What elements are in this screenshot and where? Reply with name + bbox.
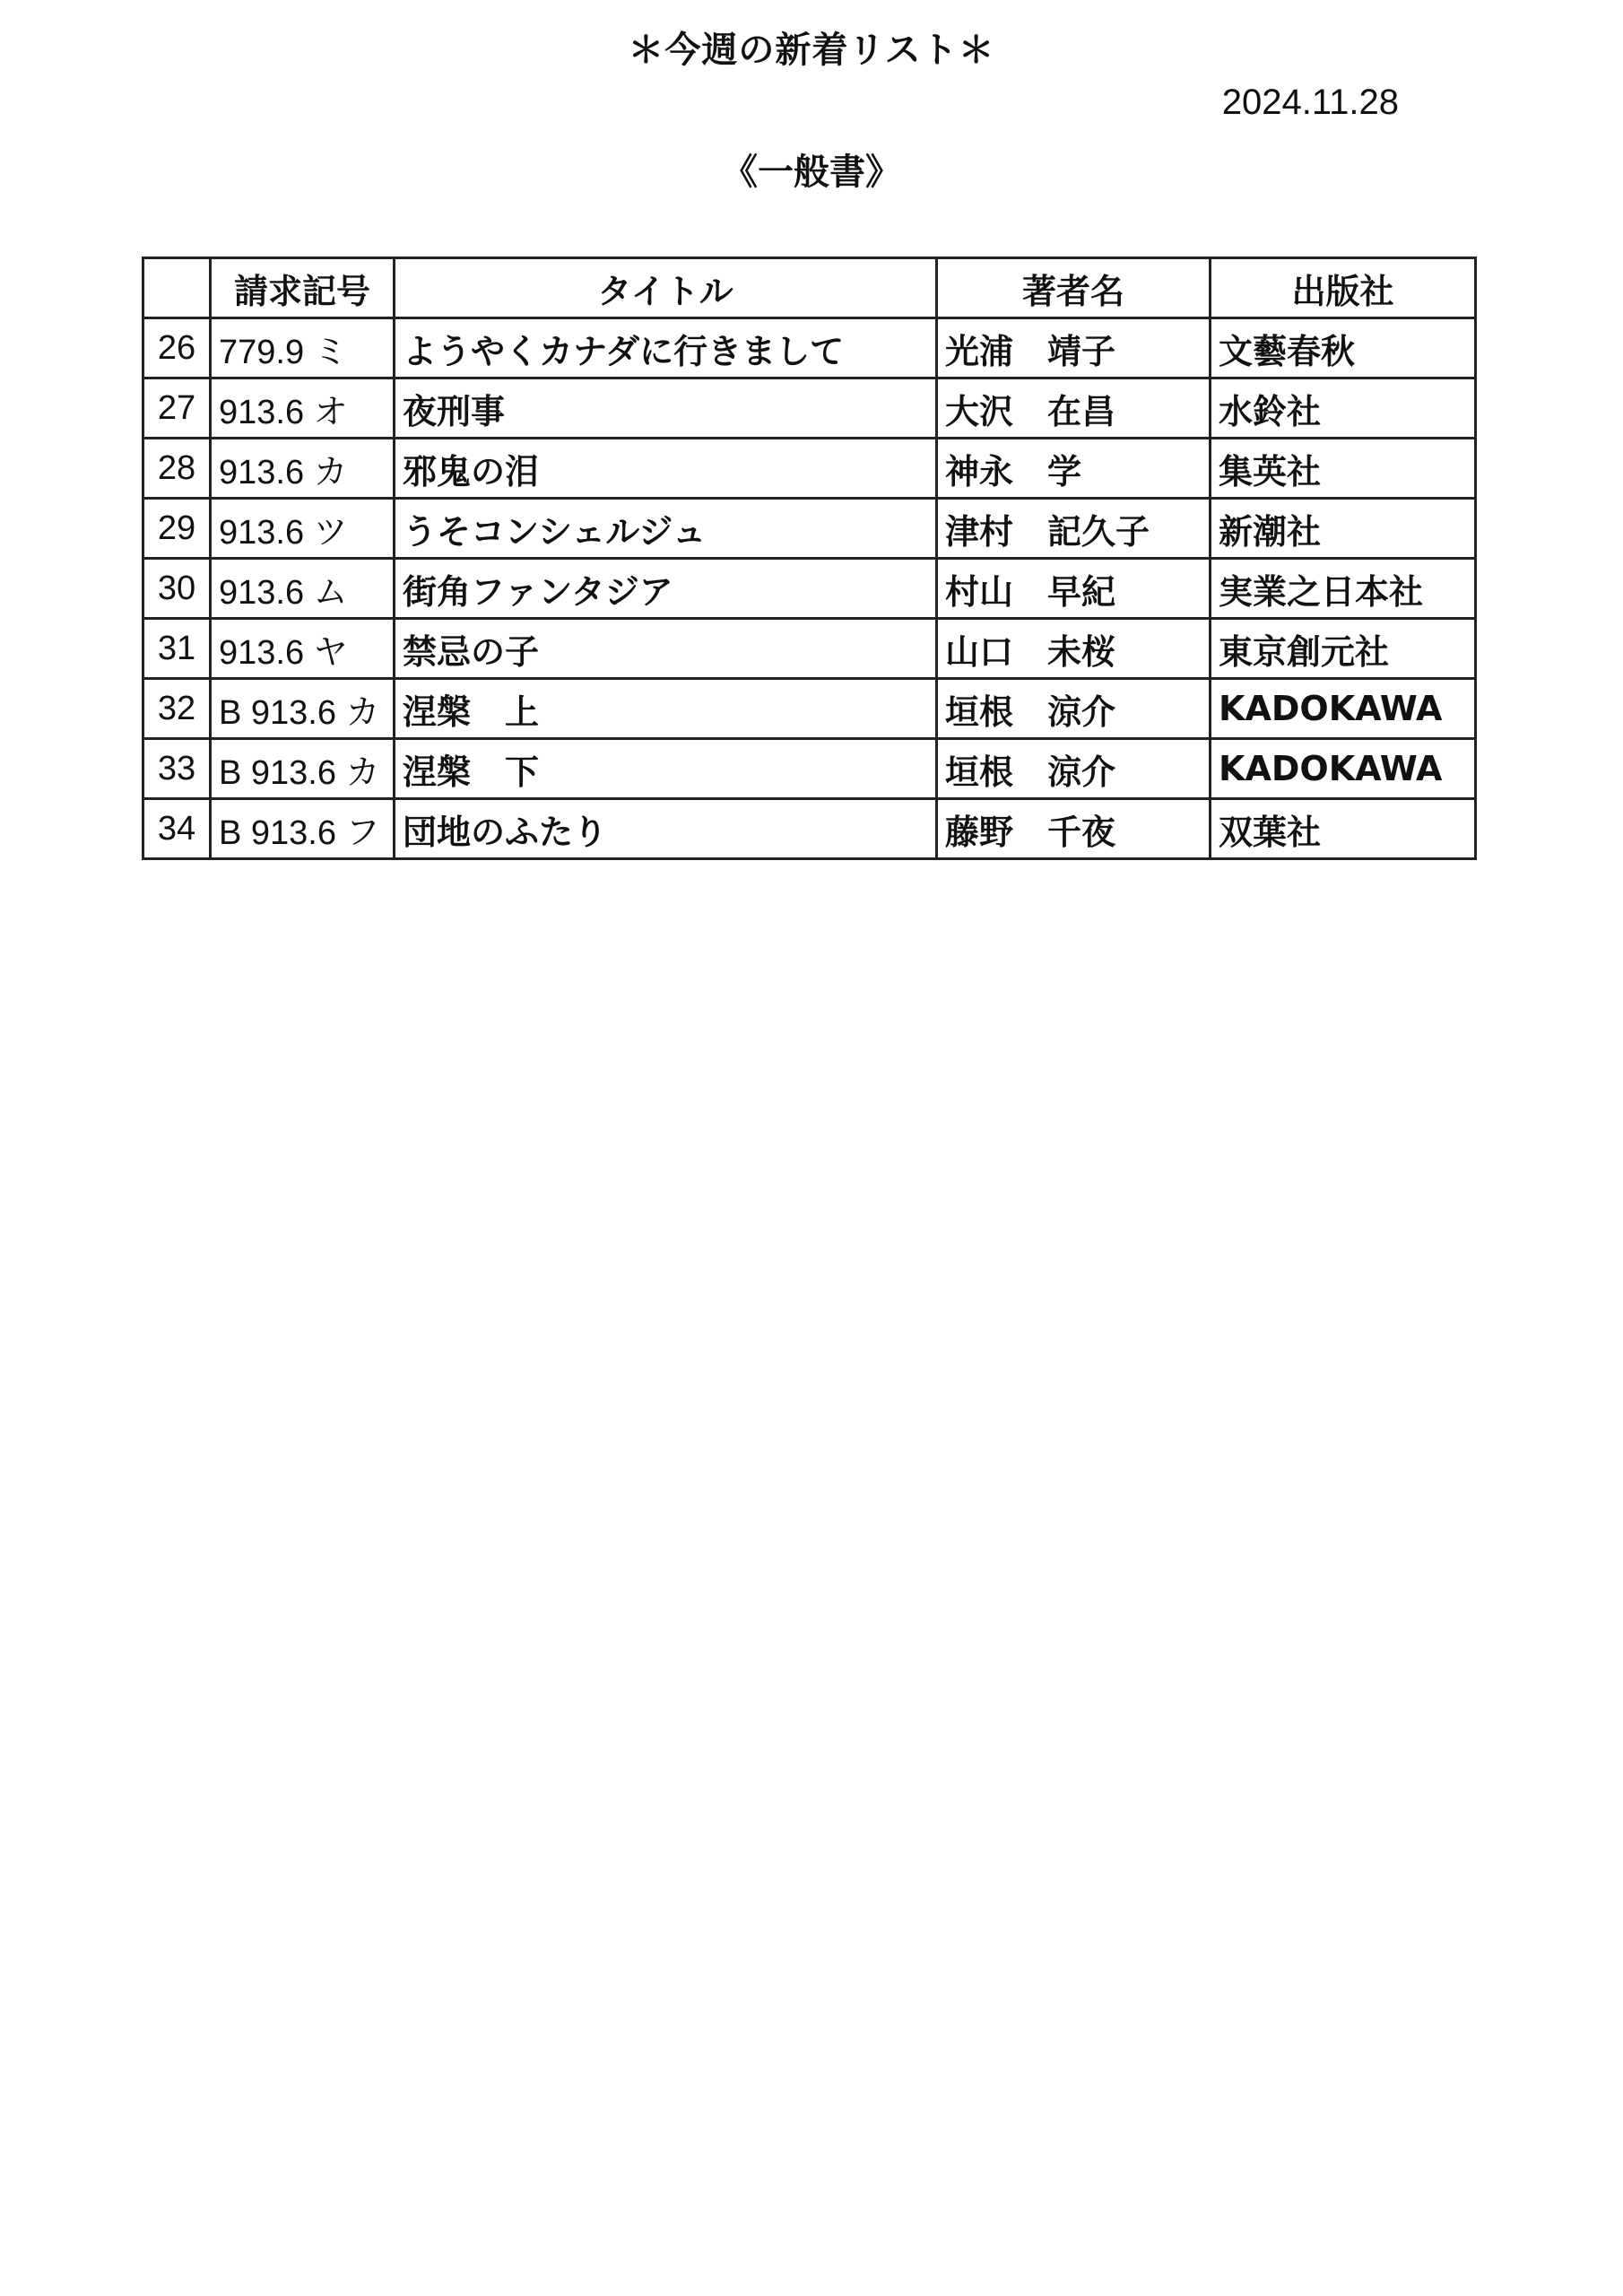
table-row (143, 378, 1476, 439)
cell-title: 団地のふたり (395, 799, 937, 859)
table-body (143, 318, 1476, 859)
cell-no: 33 (143, 739, 211, 799)
cell-author: 山口 未桜 (937, 619, 1211, 679)
page-title: ＊今週の新着リスト＊ (628, 30, 995, 71)
table-row (143, 619, 1476, 679)
cell-no: 29 (143, 499, 211, 559)
cell-title: 涅槃 下 (395, 739, 937, 799)
cell-call-number: 913.6 ム (211, 559, 395, 619)
document-date: 2024.11.28 (1221, 83, 1399, 122)
cell-call-number: B 913.6 フ (211, 799, 395, 859)
cell-title: 涅槃 上 (395, 679, 937, 739)
cell-publisher: 集英社 (1211, 439, 1476, 499)
cell-title: 禁忌の子 (395, 619, 937, 679)
cell-no: 34 (143, 799, 211, 859)
cell-title: 邪鬼の泪 (395, 439, 937, 499)
cell-publisher: 文藝春秋 (1211, 318, 1476, 378)
cell-no: 32 (143, 679, 211, 739)
header-call-number: 請求記号 (211, 258, 395, 318)
table-header (143, 258, 1476, 318)
cell-title: 街角ファンタジア (395, 559, 937, 619)
cell-publisher: KADOKAWA (1211, 739, 1476, 799)
cell-call-number: B 913.6 カ (211, 739, 395, 799)
cell-call-number: 779.9 ミ (211, 318, 395, 378)
cell-call-number: 913.6 オ (211, 378, 395, 439)
cell-publisher: 実業之日本社 (1211, 559, 1476, 619)
cell-author: 垣根 涼介 (937, 679, 1211, 739)
cell-call-number: 913.6 カ (211, 439, 395, 499)
cell-call-number: 913.6 ツ (211, 499, 395, 559)
new-books-table (142, 257, 1477, 860)
cell-title: ようやくカナダに行きまして (395, 318, 937, 378)
cell-publisher: 双葉社 (1211, 799, 1476, 859)
header-no (143, 258, 211, 318)
header-author: 著者名 (937, 258, 1211, 318)
cell-title: 夜刑事 (395, 378, 937, 439)
cell-author: 垣根 涼介 (937, 739, 1211, 799)
cell-no: 28 (143, 439, 211, 499)
cell-publisher: KADOKAWA (1211, 679, 1476, 739)
table-row (143, 679, 1476, 739)
header-publisher: 出版社 (1211, 258, 1476, 318)
cell-author: 津村 記久子 (937, 499, 1211, 559)
cell-author: 神永 学 (937, 439, 1211, 499)
table-row (143, 559, 1476, 619)
cell-title: うそコンシェルジュ (395, 499, 937, 559)
cell-no: 30 (143, 559, 211, 619)
section-title: 《一般書》 (722, 152, 901, 193)
header-row (143, 258, 1476, 318)
cell-author: 藤野 千夜 (937, 799, 1211, 859)
table-row (143, 439, 1476, 499)
cell-author: 大沢 在昌 (937, 378, 1211, 439)
table-row (143, 318, 1476, 378)
cell-no: 27 (143, 378, 211, 439)
table-row (143, 499, 1476, 559)
header-title: タイトル (395, 258, 937, 318)
cell-publisher: 東京創元社 (1211, 619, 1476, 679)
cell-no: 26 (143, 318, 211, 378)
table-row (143, 799, 1476, 859)
table-row (143, 739, 1476, 799)
cell-call-number: B 913.6 カ (211, 679, 395, 739)
cell-publisher: 水鈴社 (1211, 378, 1476, 439)
cell-publisher: 新潮社 (1211, 499, 1476, 559)
cell-author: 村山 早紀 (937, 559, 1211, 619)
cell-author: 光浦 靖子 (937, 318, 1211, 378)
cell-call-number: 913.6 ヤ (211, 619, 395, 679)
cell-no: 31 (143, 619, 211, 679)
